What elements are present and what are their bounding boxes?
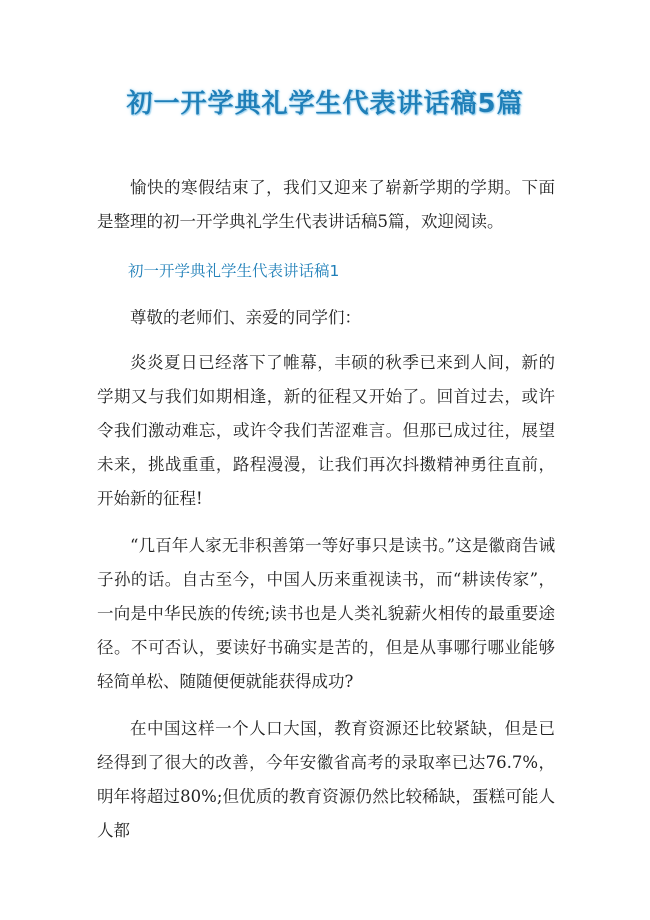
intro-paragraph: 愉快的寒假结束了，我们又迎来了崭新学期的学期。下面是整理的初一开学典礼学生代表讲话稿5篇，欢迎阅读。: [97, 178, 555, 231]
document-title: 初一开学典礼学生代表讲话稿5篇: [126, 89, 524, 119]
greeting-line: 尊敬的老师们、亲爱的同学们：: [130, 308, 361, 327]
section-heading: 初一开学典礼学生代表讲话稿1: [128, 262, 340, 280]
body-paragraph: “几百年人家无非积善第一等好事只是读书。”这是徽商告诫子孙的话。自古至今，中国人历来重视读书，而“耕读传家”，一向是中华民族的传统;读书也是人类礼貌薪火相传的最重要途径。不可否认，要读好书确实是苦的，但是从事哪行哪业能够轻简单松、随随便便就能获得成功?: [97, 536, 555, 691]
body-paragraph: 在中国这样一个人口大国，教育资源还比较紧缺，但是已经得到了很大的改善，今年安徽省高考的录取率已达76.7%，明年将超过80%;但优质的教育资源仍然比较稀缺，蛋糕可能人人都: [97, 719, 555, 840]
body-paragraph: 炎炎夏日已经落下了帷幕，丰硕的秋季已来到人间，新的学期又与我们如期相逢，新的征程又开始了。回首过去，或许令我们激动难忘，或许令我们苦涩难言。但那已成过往，展望未来，挑战重重，路程漫漫，让我们再次抖擞精神勇往直前，开始新的征程!: [97, 353, 555, 508]
